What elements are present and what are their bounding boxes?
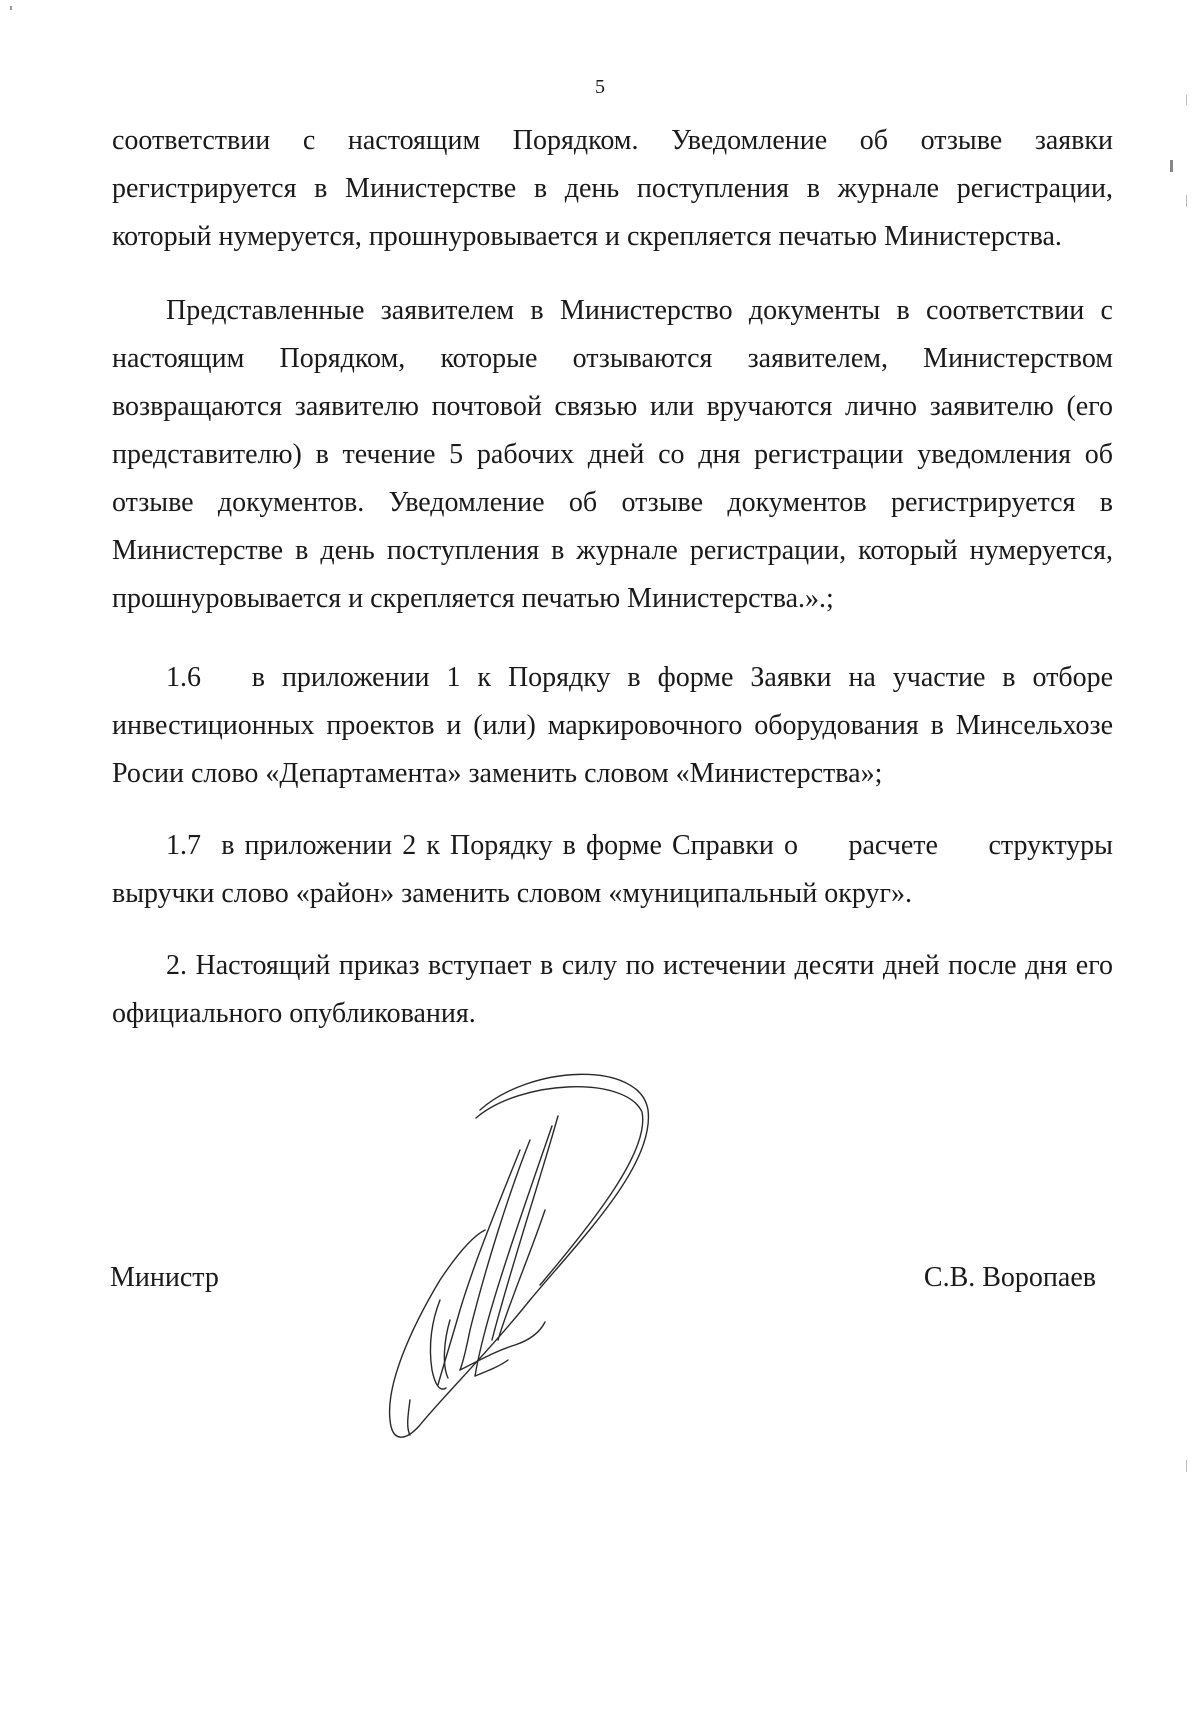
- scan-artifact-mark: [10, 6, 12, 10]
- scan-artifact-mark: [1186, 195, 1187, 207]
- scan-artifact-mark: [1170, 160, 1173, 172]
- handwritten-signature: [380, 1070, 760, 1470]
- paragraph-document-return: Представленные заявителем в Министерство документы в соответствии с настоящим Порядком, которые отзываются заявителем, Министерством возвращаются заявителю почтовой связью или вручаются лично заявителю (его представителю) в течение 5 рабочих дней со дня регистрации уведомления об отзыве документов. Уведомление об отзыве документов регистрируется в Министерстве в день поступления в журнале регистрации, который нумеруется, прошнуровывается и скрепляется печатью Министерства.».;: [112, 295, 1113, 614]
- signatory-position: Министр: [110, 1262, 219, 1293]
- page-number: 5: [595, 76, 605, 98]
- scan-artifact-mark: [1186, 1460, 1187, 1472]
- paragraph-continuation: соответствии с настоящим Порядком. Уведомление об отзыве заявки регистрируется в Министерстве в день поступления в журнале регистрации, который нумеруется, прошнуровывается и скрепляется печатью Министерства.: [112, 125, 1113, 252]
- scan-artifact-mark: [1186, 95, 1187, 105]
- paragraph-item-2: 2. Настоящий приказ вступает в силу по истечении десяти дней после дня его официального опубликования.: [112, 950, 1113, 1029]
- paragraph-item-1-6: 1.6 в приложении 1 к Порядку в форме Заявки на участие в отборе инвестиционных проектов и (или) маркировочного оборудования в Минсельхозе Росии слово «Департамента» заменить словом «Министерства»;: [112, 662, 1120, 789]
- signatory-name: С.В. Воропаев: [923, 1262, 1096, 1293]
- paragraph-item-1-7: 1.7 в приложении 2 к Порядку в форме Справки о расчете структуры выручки слово «район» заменить словом «муниципальный округ».: [112, 830, 1120, 909]
